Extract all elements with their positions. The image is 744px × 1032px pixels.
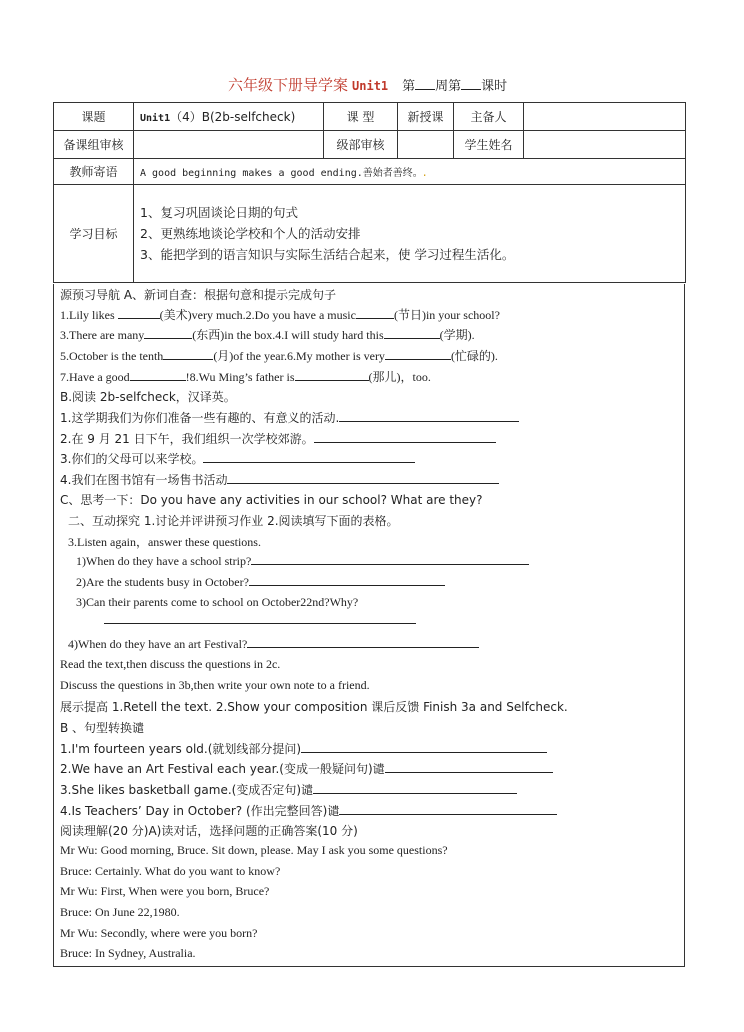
type-label: 课 型 <box>324 103 398 131</box>
text-segment: 4.我们在图书馆有一场售书活动 <box>60 473 228 487</box>
text-segment: 3.There are many <box>60 328 145 342</box>
text-segment: (学期). <box>439 328 475 342</box>
title-week-pre: 第 <box>402 79 416 94</box>
translate-line-4 <box>60 471 499 488</box>
goal-item: 1、复习巩固谈论日期的句式 <box>140 205 298 220</box>
answer-blank[interactable] <box>247 636 479 648</box>
answer-blank[interactable] <box>203 451 415 463</box>
text-segment: 7.Have a good <box>60 370 130 384</box>
section-b2-heading: B 、句型转换谴 <box>60 721 145 735</box>
text-segment: 4.Is Teachers’ Day in October? (作出完整回答)谴 <box>60 804 340 818</box>
text-segment: 1.I'm fourteen years old.(就划线部分提问) <box>60 742 302 756</box>
goal-item: 2、更熟练地谈论学校和个人的活动安排 <box>140 226 361 241</box>
grade-review-value <box>398 131 454 159</box>
text-segment: 2.We have an Art Festival each year.(变成一般疑问句)谴 <box>60 762 385 776</box>
question-2 <box>76 574 445 590</box>
week-blank <box>415 79 435 90</box>
text-segment: 3.She likes basketball game.(变成否定句)谴 <box>60 783 314 797</box>
text-segment: 3.你们的父母可以来学校。 <box>60 452 204 466</box>
exercise-line-1 <box>60 306 500 323</box>
listen-heading: 3.Listen again，answer these questions. <box>68 535 261 549</box>
answer-blank[interactable] <box>385 348 451 360</box>
lesson-blank <box>461 79 481 90</box>
answer-blank[interactable] <box>130 369 186 381</box>
type-value: 新授课 <box>398 103 454 131</box>
header-table <box>53 102 686 283</box>
message-value: A good beginning makes a good ending.善始者善终。 <box>140 168 423 179</box>
text-segment: 1.这学期我们为你们准备一些有趣的、有意义的活动. <box>60 411 340 425</box>
text-segment: 1.Lily likes <box>60 308 118 322</box>
exercise-line-4 <box>60 368 431 385</box>
dialogue-line: Mr Wu: Good morning, Bruce. Sit down, please. May I ask you some questions? <box>60 843 448 857</box>
answer-blank[interactable] <box>339 803 557 815</box>
answer-blank[interactable] <box>295 369 369 381</box>
dialogue-line: Mr Wu: First, When were you born, Bruce? <box>60 884 270 898</box>
translate-line-1 <box>60 409 519 426</box>
message-label: 教师寄语 <box>54 159 134 185</box>
answer-blank[interactable] <box>314 431 496 443</box>
topic-value-cell <box>134 103 324 131</box>
question-1 <box>76 553 529 569</box>
message-dot: . <box>422 165 427 179</box>
text-segment: (节日)in your school? <box>393 308 500 322</box>
text-segment: 1)When do they have a school strip? <box>76 554 252 568</box>
topic-unit: Unit1 <box>140 113 171 124</box>
question-4 <box>68 636 479 652</box>
text-segment: 4)When do they have an art Festival? <box>68 637 248 651</box>
reading-heading: 阅读理解(20 分)A)读对话，选择问题的正确答案(10 分) <box>60 824 358 838</box>
body-section <box>53 284 685 967</box>
title-unit: Unit1 <box>352 79 389 93</box>
text-segment: !8.Wu Ming’s father is <box>185 370 295 384</box>
message-value-cell <box>134 159 686 185</box>
text-segment: (那儿)，too. <box>368 370 431 384</box>
review-label: 备课组审核 <box>54 131 134 159</box>
answer-blank[interactable] <box>384 327 440 339</box>
goals-cell <box>134 185 686 283</box>
student-value <box>524 131 686 159</box>
lead-value <box>524 103 686 131</box>
exercise-line-3 <box>60 347 498 364</box>
title-week-post: 课时 <box>481 79 508 94</box>
section-b-heading: B.阅读 2b-selfcheck，汉译英。 <box>60 390 236 404</box>
transform-line-2 <box>60 760 553 777</box>
student-label: 学生姓名 <box>454 131 524 159</box>
title-main: 六年级下册导学案 <box>228 76 349 94</box>
topic-label: 课题 <box>54 103 134 131</box>
answer-blank[interactable] <box>118 307 160 319</box>
text-segment: (美术)very much.2.Do you have a music <box>159 308 356 322</box>
answer-blank[interactable] <box>227 472 499 484</box>
answer-blank[interactable] <box>163 348 213 360</box>
dialogue-line: Mr Wu: Secondly, where were you born? <box>60 926 258 940</box>
review-value <box>134 131 324 159</box>
transform-line-3 <box>60 781 517 798</box>
answer-blank[interactable] <box>356 307 394 319</box>
lead-label: 主备人 <box>454 103 524 131</box>
text-segment: 2.在 9 月 21 日下午，我们组织一次学校郊游。 <box>60 432 314 446</box>
discuss-line: Discuss the questions in 3b,then write your own note to a friend. <box>60 678 370 692</box>
show-improve-line: 展示提高 1.Retell the text. 2.Show your composition 课后反馈 Finish 3a and Selfcheck. <box>60 700 568 714</box>
question-3: 3)Can their parents come to school on October22nd?Why? <box>76 595 359 609</box>
dialogue-line: Bruce: On June 22,1980. <box>60 905 180 919</box>
answer-blank[interactable] <box>249 574 445 586</box>
text-segment: (忙碌的). <box>450 349 498 363</box>
text-segment: 2)Are the students busy in October? <box>76 575 249 589</box>
answer-blank[interactable] <box>144 327 192 339</box>
preview-heading: 源预习导航 A、新词自查：根据句意和提示完成句子 <box>60 288 337 302</box>
answer-blank[interactable] <box>251 553 529 565</box>
section-c-heading: C、思考一下：Do you have any activities in our school? What are they? <box>60 493 483 507</box>
text-segment: 5.October is the tenth <box>60 349 164 363</box>
dialogue-line: Bruce: In Sydney, Australia. <box>60 946 196 960</box>
answer-blank[interactable] <box>313 782 517 794</box>
title-week-mid: 周第 <box>435 79 462 94</box>
interactive-heading: 二、互动探究 1.讨论并评讲预习作业 2.阅读填写下面的表格。 <box>68 514 399 528</box>
dialogue-line: Bruce: Certainly. What do you want to know? <box>60 864 281 878</box>
text-segment: (月)of the year.6.My mother is very <box>213 349 385 363</box>
read-text-line: Read the text,then discuss the questions in 2c. <box>60 657 281 671</box>
text-segment: (东西)in the box.4.I will study hard this <box>192 328 384 342</box>
topic-value: （4）B(2b-selfcheck) <box>170 110 296 124</box>
translate-line-2 <box>60 430 496 447</box>
answer-blank[interactable] <box>385 761 553 773</box>
answer-blank[interactable] <box>339 410 519 422</box>
transform-line-1 <box>60 740 547 757</box>
transform-line-4 <box>60 802 557 819</box>
page-title <box>228 74 507 95</box>
exercise-line-2 <box>60 326 475 343</box>
goals-label: 学习目标 <box>54 185 134 283</box>
answer-blank[interactable] <box>301 741 547 753</box>
translate-line-3 <box>60 450 415 467</box>
question-3-answer <box>104 612 416 628</box>
grade-review-label: 级部审核 <box>324 131 398 159</box>
answer-blank[interactable] <box>104 612 416 624</box>
goal-item: 3、能把学到的语言知识与实际生活结合起来，使 学习过程生活化。 <box>140 247 515 262</box>
